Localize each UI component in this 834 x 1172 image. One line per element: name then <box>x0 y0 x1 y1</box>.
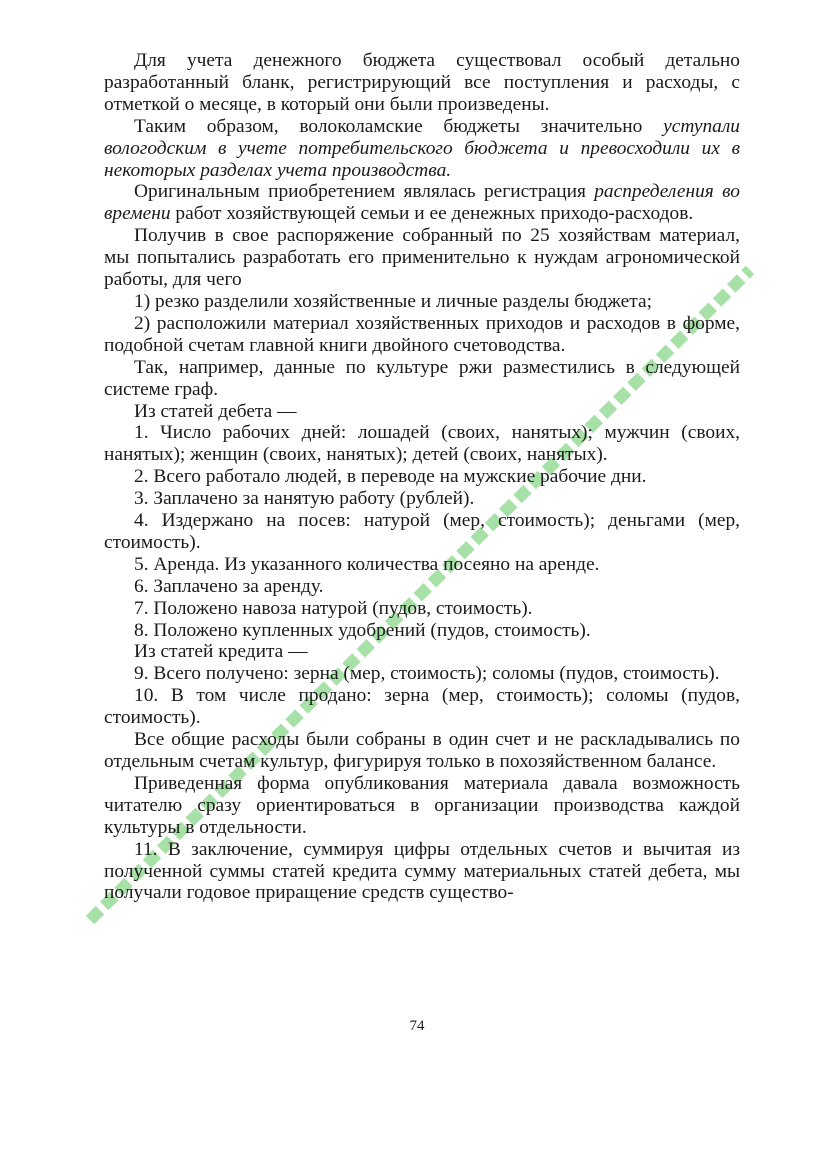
paragraph: Для учета денежного бюджета существовал особый детально разработанный бланк, регистрирующий все поступления и расходы, с отметкой о месяце, в который они были произведены. <box>104 50 740 115</box>
list-item: 11. В заключение, суммируя цифры отдельных счетов и вычитая из полученной суммы статей кредита сумму материальных статей дебета, мы получали годовое приращение средств существо- <box>104 838 740 904</box>
italic-text: уступали вологодским в учете потребительского бюджета и превосходили их в некоторых разделах учета производства. <box>104 115 740 181</box>
list-item: 3. Заплачено за нанятую работу (рублей). <box>134 488 475 510</box>
list-item: 2. Всего работало людей, в переводе на мужские рабочие дни. <box>134 466 647 488</box>
list-item: 1. Число рабочих дней: лошадей (своих, нанятых); мужчин (своих, нанятых); женщин (своих, нанятых); детей (своих, нанятых). <box>104 422 740 466</box>
paragraph: Так, например, данные по культуре ржи разместились в следующей системе граф. <box>104 356 740 400</box>
page-number: 74 <box>409 1018 425 1034</box>
paragraph: Из статей дебета — <box>134 400 297 422</box>
paragraph: Получив в свое распоряжение собранный по 25 хозяйствам материал, мы попытались разработать его применительно к нуждам агрономической работы, для чего <box>104 225 740 291</box>
paragraph: Приведенная форма опубликования материала давала возможность читателю сразу ориентироваться в организации производства каждой культуры в отдельности. <box>104 772 740 838</box>
paragraph: Оригинальным приобретением являлась регистрация распределения во времени работ хозяйствующей семьи и ее денежных приходо-расходов. <box>104 181 740 225</box>
body-text <box>104 50 740 904</box>
list-item: 1) резко разделили хозяйственные и личные разделы бюджета; <box>134 290 652 312</box>
list-item: 7. Положено навоза натурой (пудов, стоимость). <box>134 597 533 619</box>
list-item: 4. Издержано на посев: натурой (мер, стоимость); деньгами (мер, стоимость). <box>104 510 740 553</box>
paragraph: Из статей кредита — <box>134 641 308 663</box>
list-item: 6. Заплачено за аренду. <box>134 575 324 597</box>
list-item: 8. Положено купленных удобрений (пудов, стоимость). <box>134 619 591 641</box>
italic-text: распределения во времени <box>104 181 740 225</box>
paragraph: Таким образом, волоколамские бюджеты значительно уступали вологодским в учете потребительского бюджета и превосходили их в некоторых разделах учета производства. <box>104 115 740 181</box>
list-item: 5. Аренда. Из указанного количества посеяно на аренде. <box>134 553 600 575</box>
list-item: 9. Всего получено: зерна (мер, стоимость); соломы (пудов, стоимость). <box>134 663 720 685</box>
list-item: 2) расположили материал хозяйственных приходов и расходов в форме, подобной счетам главной книги двойного счетоводства. <box>104 312 740 356</box>
paragraph: Все общие расходы были собраны в один счет и не раскладывались по отдельным счетам культур, фигурируя только в похозяйственном балансе. <box>104 729 740 772</box>
list-item: 10. В том числе продано: зерна (мер, стоимость); соломы (пудов, стоимость). <box>104 685 740 729</box>
